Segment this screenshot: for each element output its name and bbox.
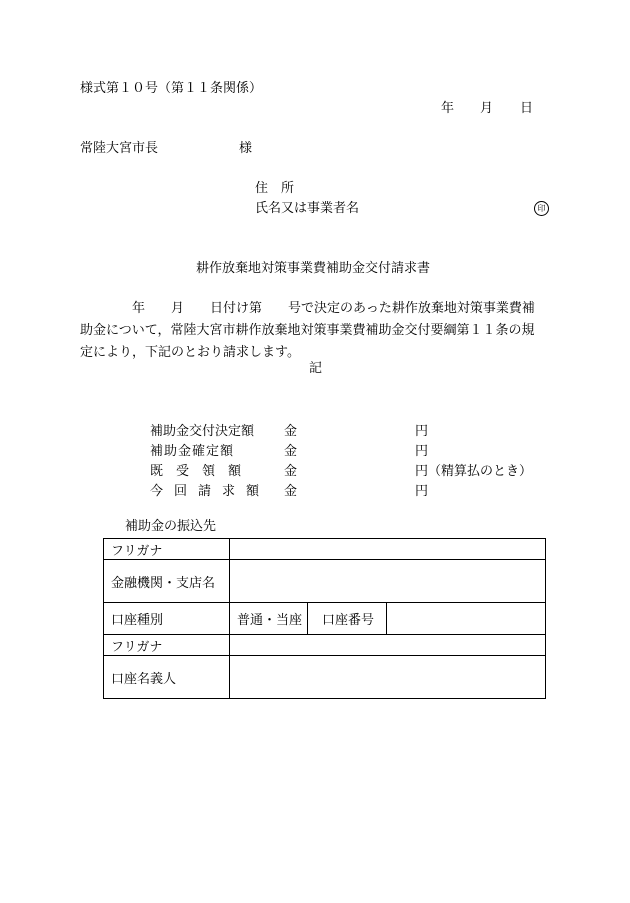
account-number-label: 口座番号 [308,603,387,635]
table-row [104,603,546,635]
amount-en: 円 [415,424,429,439]
account-number-field[interactable] [387,603,546,635]
account-holder-label: 口座名義人 [104,656,230,699]
furigana-label: フリガナ [104,635,230,656]
bank-section-title: 補助金の振込先 [125,519,217,534]
amount-label: 今 回 請 求 額 [150,484,259,499]
body-paragraph [80,298,555,364]
seal-mark: 印 [534,201,549,216]
body-line: 定により，下記のとおり請求します。 [80,345,300,360]
amount-en: 円 [415,444,429,459]
name-label: 氏名又は事業者名 [255,201,360,216]
date-day: 日 [520,101,534,116]
amount-en: 円（精算払のとき） [415,464,533,479]
table-row [104,539,546,560]
amount-kin: 金 [284,424,298,439]
furigana-field[interactable] [230,539,546,560]
ki-heading: 記 [309,361,323,376]
amount-kin: 金 [284,444,298,459]
amount-en: 円 [415,484,429,499]
table-row [104,560,546,603]
body-line: 助金について，常陸大宮市耕作放棄地対策事業費補助金交付要綱第１１条の規 [80,323,535,338]
date-year: 年 [441,101,455,116]
address-label: 住 所 [255,181,295,196]
table-row [104,635,546,656]
addressee-name: 常陸大宮市長 [80,141,159,156]
institution-field[interactable] [230,560,546,603]
date-month: 月 [480,101,494,116]
addressee-honorific: 様 [239,141,253,156]
furigana-label: フリガナ [104,539,230,560]
form-number: 様式第１０号（第１１条関係） [80,81,263,96]
amount-label: 補助金確定額 [150,444,235,459]
furigana-field[interactable] [230,635,546,656]
amount-kin: 金 [284,464,298,479]
table-row [104,656,546,699]
institution-label: 金融機関・支店名 [104,560,230,603]
account-holder-field[interactable] [230,656,546,699]
account-type-value[interactable]: 普通・当座 [230,603,308,635]
bank-transfer-table [103,538,546,699]
amount-label: 補助金交付決定額 [150,424,255,439]
document-title: 耕作放棄地対策事業費補助金交付請求書 [196,261,431,276]
body-line: 年 月 日付け第 号で決定のあった耕作放棄地対策事業費補 [80,301,535,316]
account-type-label: 口座種別 [104,603,230,635]
amount-label: 既 受 領 額 [150,464,242,479]
amount-kin: 金 [284,484,298,499]
